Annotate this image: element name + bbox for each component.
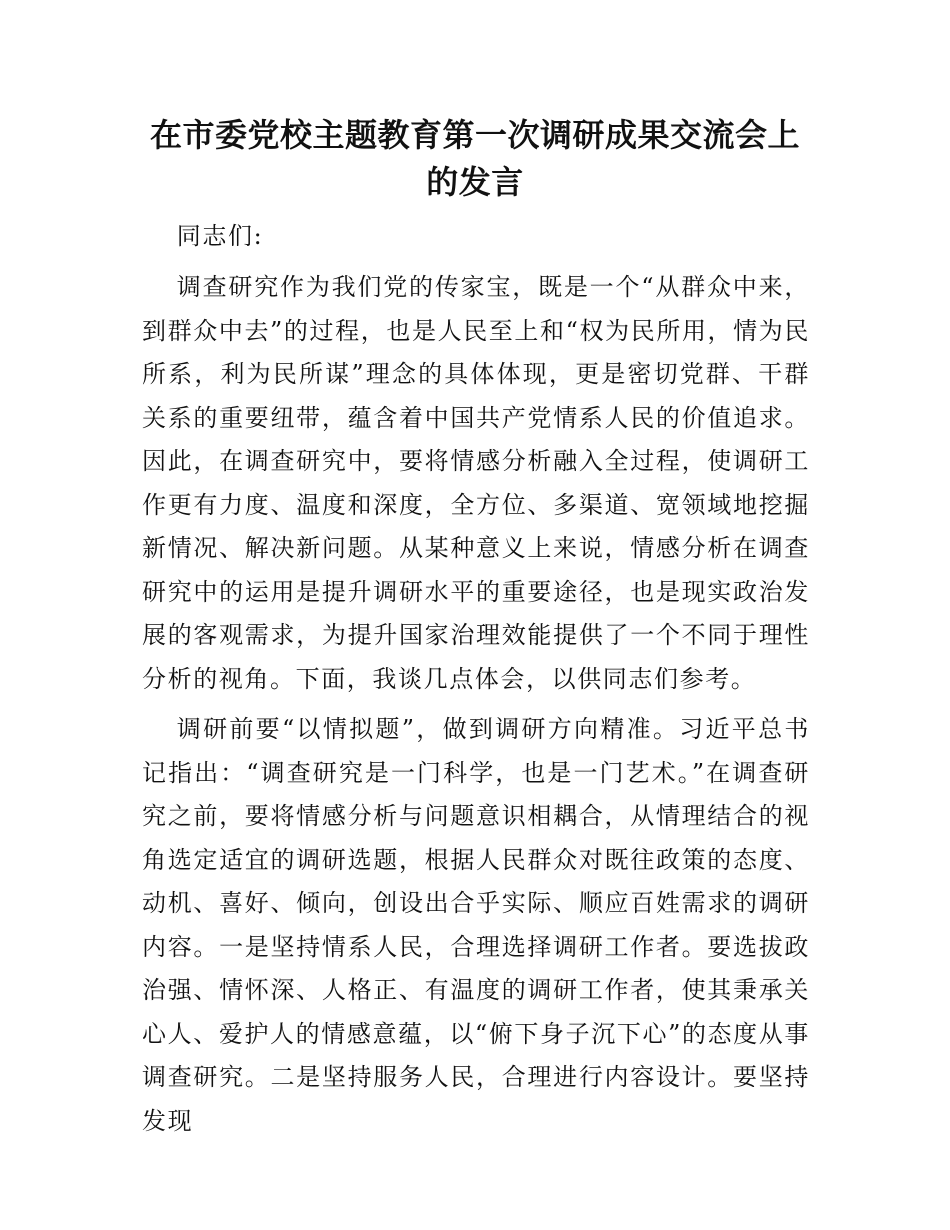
- title-line-2: 的发言: [426, 163, 524, 201]
- paragraph-before-research: 调研前要“以情拟题”，做到调研方向精准。习近平总书记指出：“调查研究是一门科学，也是一门艺术。”在调查研究之前，要将情感分析与问题意识相耦合，从情理结合的视角选定适宜的调研选题，根据人民群众对既往政策的态度、动机、喜好、倾向，创设出合乎实际、顺应百姓需求的调研内容。一是坚持情系人民，合理选择调研工作者。要选拔政治强、情怀深、人格正、有温度的调研工作者，使其秉承关心人、爱护人的情感意蕴，以“俯下身子沉下心”的态度从事调查研究。二是坚持服务人民，合理进行内容设计。要坚持发现: [142, 715, 810, 1135]
- salutation: 同志们:: [176, 222, 264, 250]
- document-title: [140, 112, 810, 206]
- paragraph-introduction: 调查研究作为我们党的传家宝，既是一个“从群众中来，到群众中去”的过程，也是人民至上和“权为民所用，情为民所系，利为民所谋”理念的具体体现，更是密切党群、干群关系的重要纽带，蕴含着中国共产党情系人民的价值追求。因此，在调查研究中，要将情感分析融入全过程，使调研工作更有力度、温度和深度，全方位、多渠道、宽领域地挖掘新情况、解决新问题。从某种意义上来说，情感分析在调查研究中的运用是提升调研水平的重要途径，也是现实政治发展的客观需求，为提升国家治理效能提供了一个不同于理性分析的视角。下面，我谈几点体会，以供同志们参考。: [142, 273, 810, 693]
- title-line-1: 在市委党校主题教育第一次调研成果交流会上: [149, 116, 800, 154]
